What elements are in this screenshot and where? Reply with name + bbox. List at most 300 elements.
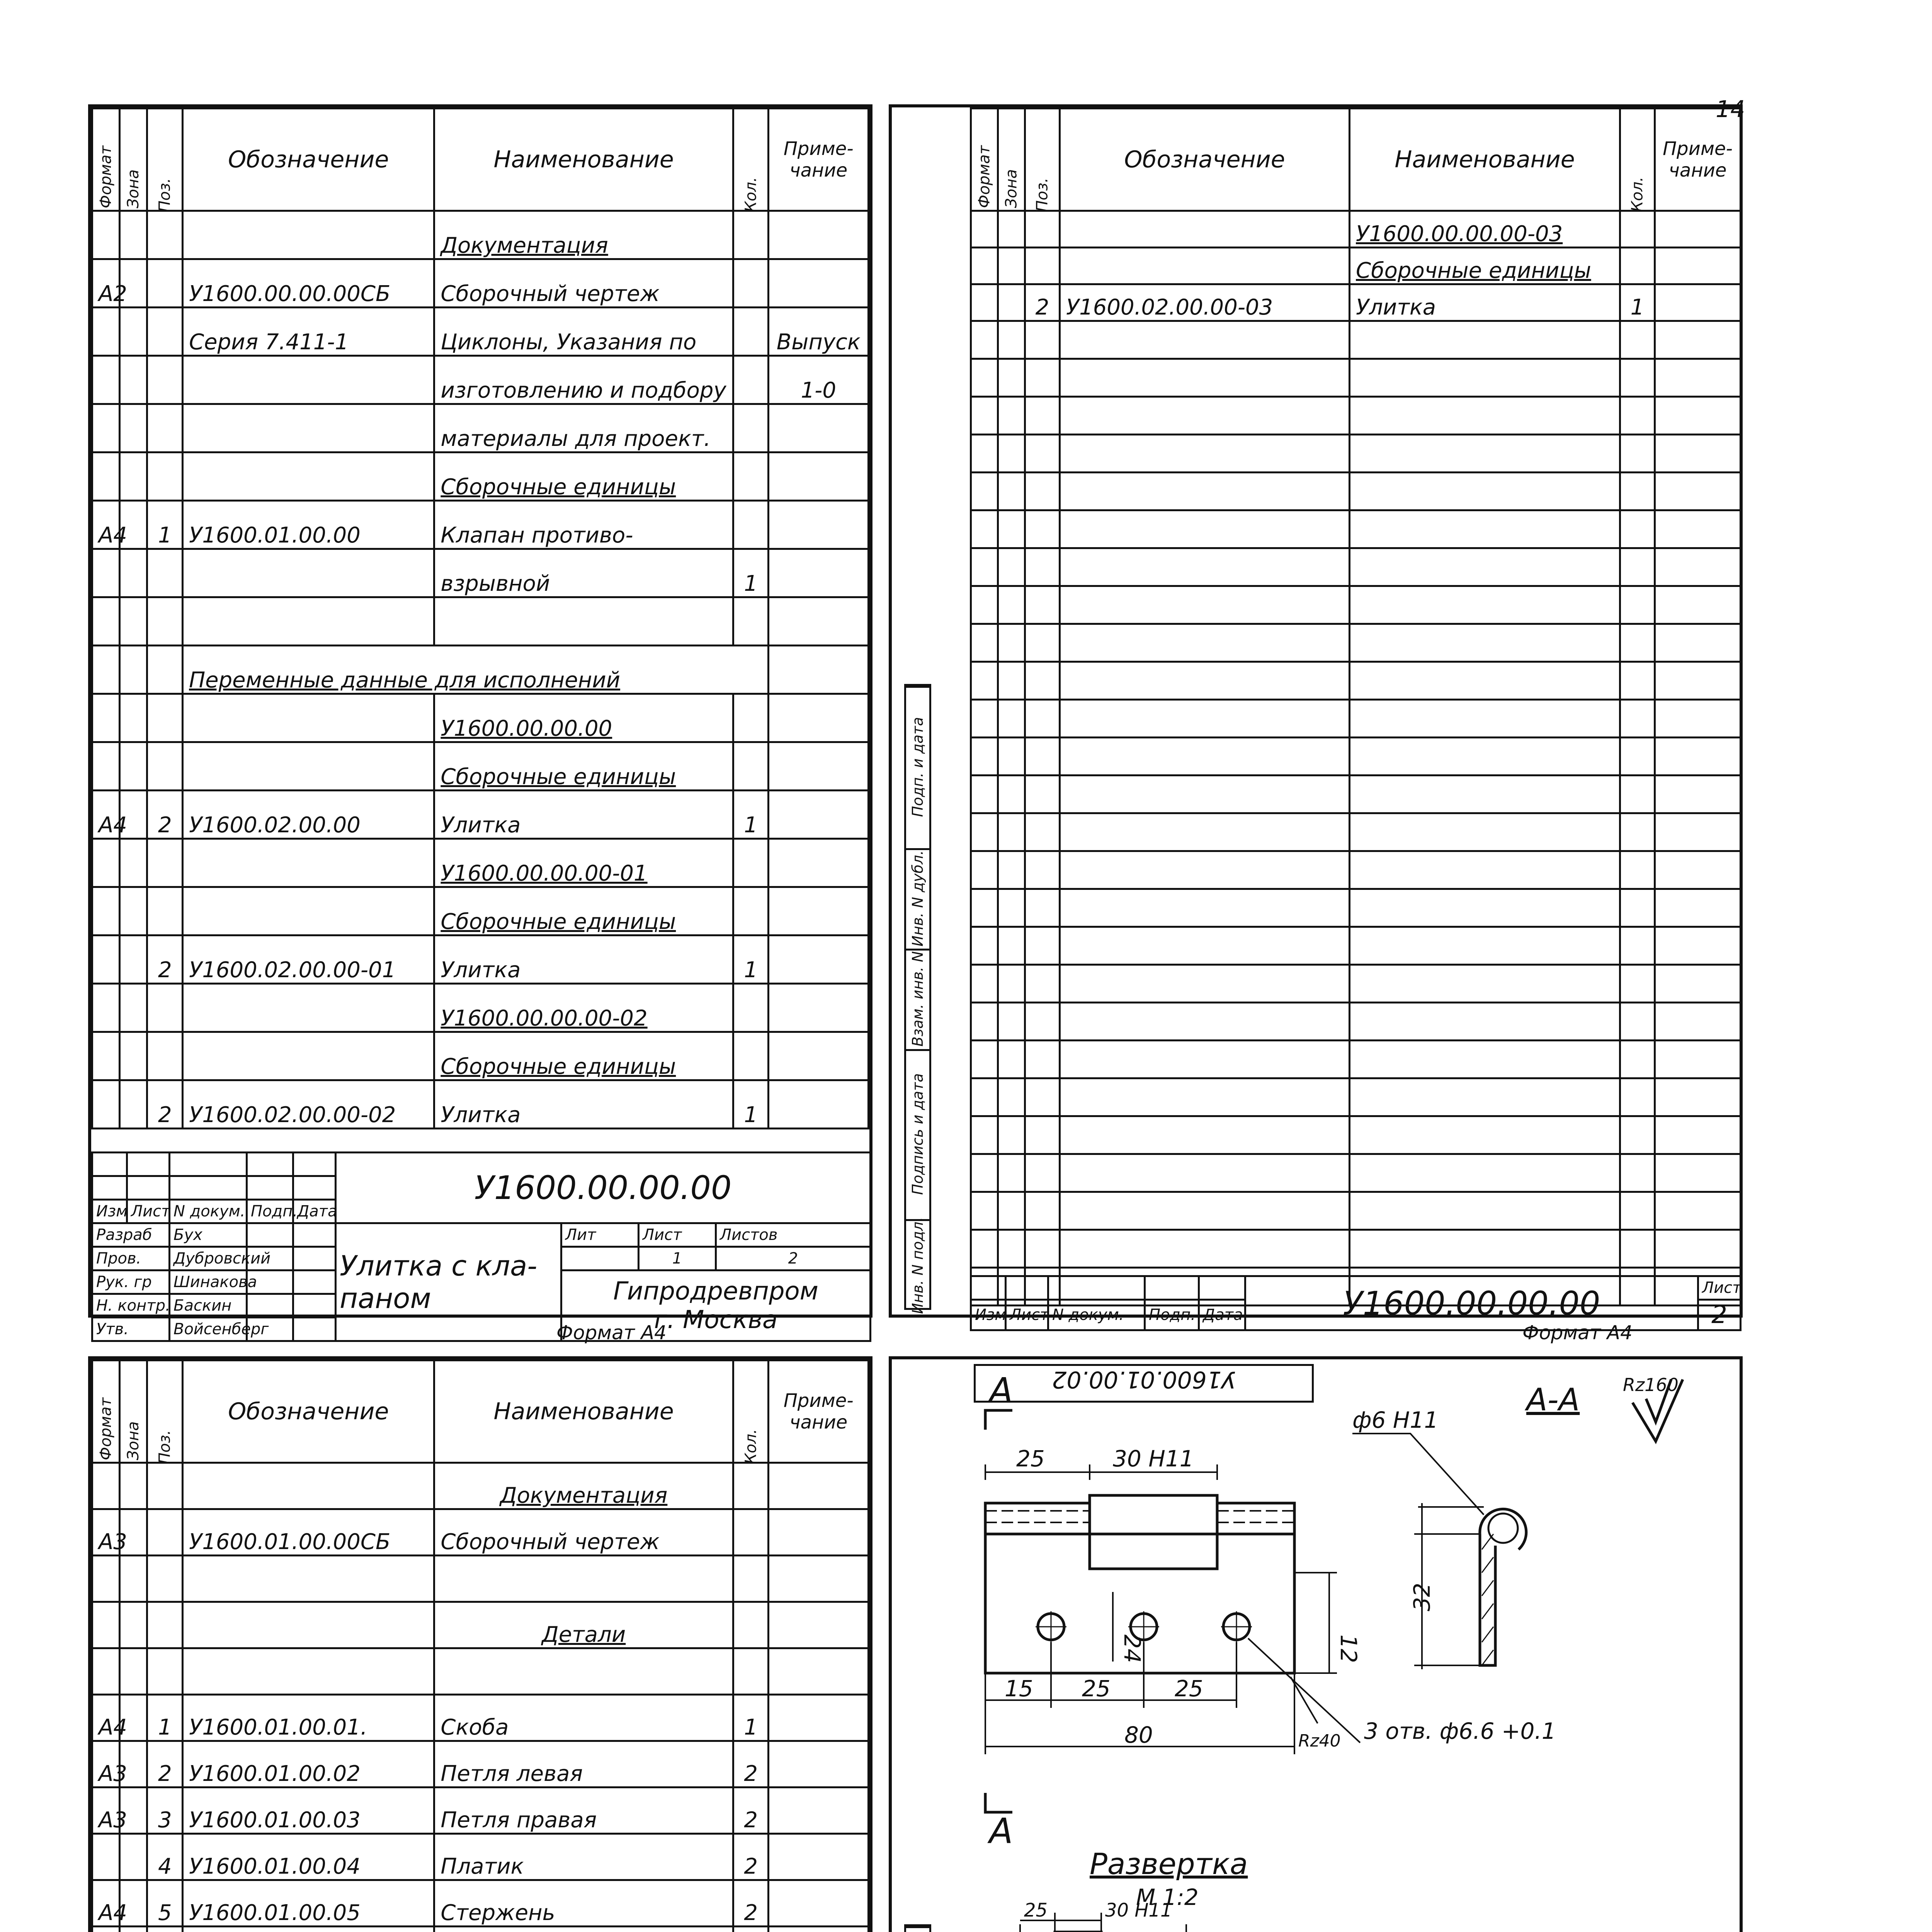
cell-empty [1350,1230,1620,1268]
col2-zone: Зона [998,109,1025,211]
col3-qty: Кол. [733,1361,769,1463]
cell-qty [733,1602,769,1648]
cell-pos: 1 [147,1695,183,1741]
cell-empty [1060,548,1350,586]
cell-pos [147,259,183,308]
razvertka-scale: М 1:2 [1136,1884,1199,1910]
cell-empty [998,700,1025,738]
table-row [92,1463,869,1509]
cell-name [434,1648,733,1695]
cell-pos: 2 [147,935,183,984]
cell-note [769,404,869,452]
cell-pos: 4 [147,1834,183,1880]
tb2-podp: Подп. [1145,1300,1199,1330]
cell-note [769,1648,869,1695]
cell-name: Детали [434,1602,733,1648]
cell-format: А4 [92,1695,120,1741]
tb1-role-2: Рук. гр [92,1270,170,1294]
cell-zone [998,211,1025,248]
dim-30h11: 30 H11 [1113,1446,1194,1472]
cell-empty [998,1003,1025,1041]
cell-pos [147,694,183,742]
cell-designation: У1600.01.00.03 [183,1787,434,1834]
table-row [92,404,869,452]
table-row [92,984,869,1032]
cell-note [769,1695,869,1741]
cell-empty [971,1154,998,1192]
tb2-list-label: Лист [1698,1276,1741,1300]
cell-pos [147,549,183,597]
cell-pos [147,356,183,404]
table-row-empty [971,1078,1741,1116]
cell-empty [998,851,1025,889]
cell-zone [120,549,147,597]
cell-empty [1350,927,1620,965]
cell-empty [1655,1154,1741,1192]
cell-zone [120,935,147,984]
cell-empty [971,851,998,889]
title-block-1-code: У1600.00.00.00 [336,1153,871,1223]
cell-empty [971,889,998,927]
table-row [92,1602,869,1648]
cell-format [92,211,120,259]
cell-format [971,248,998,284]
cell-zone [120,1463,147,1509]
cell-empty [1350,1116,1620,1154]
table-row-empty [971,586,1741,624]
cell-empty [1025,1078,1060,1116]
table-row [92,1834,869,1880]
cell-format: А4 [92,501,120,549]
cell-name: Стержень [434,1880,733,1927]
cell-designation: У1600.01.00.04 [183,1834,434,1880]
cell-designation [183,694,434,742]
table-row-empty [971,321,1741,359]
table-row [92,1080,869,1129]
cell-pos: 2 [147,1741,183,1787]
cell-format [92,694,120,742]
cell-empty [1620,965,1655,1003]
cell-qty: 2 [733,1880,769,1927]
cell-zone [120,984,147,1032]
cell-qty [733,1032,769,1080]
table-row-empty [971,510,1741,548]
cell-empty [998,1041,1025,1078]
cell-empty [1350,435,1620,473]
cell-qty [733,308,769,356]
cell-designation [183,1602,434,1648]
table-row [92,1556,869,1602]
cell-empty [1060,776,1350,813]
cell-designation: У1600.01.00.01. [183,1695,434,1741]
col3-format: Формат [92,1361,120,1463]
cell-pos: 2 [147,1080,183,1129]
cell-pos: 5 [147,1880,183,1927]
cell-empty [1655,1192,1741,1230]
table-row-empty [971,473,1741,510]
cell-empty [1350,397,1620,435]
cell-format [92,742,120,791]
cell-format [971,211,998,248]
cell-name: Сборочные единицы [1350,248,1620,284]
cell-format [92,1463,120,1509]
cell-empty [1620,1154,1655,1192]
cell-zone [120,452,147,501]
col2-designation: Обозначение [1060,109,1350,211]
cell-empty [1350,1192,1620,1230]
cell-designation [183,211,434,259]
cell-pos [147,211,183,259]
cell-empty [1025,397,1060,435]
col2-note: Приме- чание [1655,109,1741,211]
page-number: 14 [1716,96,1745,123]
table-row-empty [971,927,1741,965]
cell-empty [971,1230,998,1268]
cell-format: А3 [92,1787,120,1834]
col-zone: Зона [120,109,147,211]
cell-empty [1060,965,1350,1003]
cell-qty [733,887,769,935]
cell-note [769,1741,869,1787]
cell-pos: 1 [147,501,183,549]
table-row [92,211,869,259]
cell-empty [1620,1078,1655,1116]
cell-name: Документация [434,1463,733,1509]
cell-empty [1350,776,1620,813]
cell-empty [1060,1078,1350,1116]
cell-empty [971,1116,998,1154]
cell-empty [1025,813,1060,851]
cell-empty [971,1078,998,1116]
cell-qty: 1 [733,791,769,839]
tb1-listov-val: 2 [716,1247,871,1270]
side-label-4: Подп. и дата [909,717,926,817]
cell-empty [1655,435,1741,473]
table-row-empty [971,965,1741,1003]
table-row [971,284,1741,321]
cell-empty [971,965,998,1003]
table-row [92,887,869,935]
rdim-30h11: 30 H11 [1105,1900,1172,1921]
cell-empty [1060,473,1350,510]
cell-empty [1350,889,1620,927]
cell-empty [1060,1003,1350,1041]
cell-empty [1655,851,1741,889]
cell-empty [998,813,1025,851]
cell-empty [1655,813,1741,851]
cell-note [769,1509,869,1556]
cell-empty [971,662,998,700]
cell-empty [998,889,1025,927]
cell-qty [733,501,769,549]
cell-empty [1655,776,1741,813]
cell-empty [1025,359,1060,397]
cell-empty [998,510,1025,548]
table-row [971,211,1741,248]
cell-zone [120,742,147,791]
cell-empty [1620,1116,1655,1154]
table-row [971,248,1741,284]
cell-zone [120,1648,147,1695]
cell-pos: 2 [1025,284,1060,321]
cell-qty [733,597,769,646]
title-block-2-code: У1600.00.00.00 [1245,1276,1698,1330]
cell-zone [120,211,147,259]
table-row [92,259,869,308]
cell-format [92,1080,120,1129]
cell-empty [998,738,1025,776]
cell-qty [733,404,769,452]
table-row [92,452,869,501]
cell-designation [183,356,434,404]
col-pos: Поз. [147,109,183,211]
cell-note [1655,248,1741,284]
cell-empty [1655,510,1741,548]
cell-empty [1620,662,1655,700]
cell-name: Платик [434,1834,733,1880]
cell-zone [120,1927,147,1932]
table-row [92,549,869,597]
cell-designation [183,839,434,887]
cell-name: Переменные данные для исполнений [183,646,769,694]
side-label-0: Инв. N подл. [909,1217,926,1314]
col2-qty: Кол. [1620,109,1655,211]
dim-rz40: Rz40 [1298,1731,1341,1751]
cell-qty [733,694,769,742]
cell-empty [1350,586,1620,624]
cell-designation: У1600.01.00.00 [183,501,434,549]
tb1-person-1: Дубровский [170,1247,247,1270]
cell-empty [1025,624,1060,662]
tb1-person-3: Баскин [170,1294,247,1318]
table-row [92,1695,869,1741]
cell-qty [733,1648,769,1695]
cell-designation [1060,211,1350,248]
cell-empty [1025,435,1060,473]
cell-format [92,308,120,356]
cell-name: Петля левая [434,1741,733,1787]
cell-pos [147,646,183,694]
cell-note [769,839,869,887]
table-row [92,1648,869,1695]
spec-table-3 [91,1359,869,1932]
cell-qty: 2 [733,1787,769,1834]
tb1-list-label: Лист [639,1223,716,1247]
format-label-1: Формат А4 [556,1321,667,1344]
cell-pos [147,1463,183,1509]
cell-pos [147,404,183,452]
cell-empty [971,700,998,738]
tb1-person-0: Бух [170,1223,247,1247]
cell-qty [769,646,869,694]
cell-empty [971,359,998,397]
cell-qty: 2 [733,1834,769,1880]
cell-name: Скоба [434,1695,733,1741]
cell-format: А2 [92,259,120,308]
cell-empty [971,435,998,473]
cell-empty [1655,321,1741,359]
cell-zone [120,839,147,887]
tb1-izm: Изм [92,1200,127,1223]
cell-empty [1025,965,1060,1003]
cell-empty [1060,1154,1350,1192]
table-row [92,1927,869,1932]
cell-empty [1655,586,1741,624]
razvertka-title: Развертка [1090,1847,1248,1881]
cell-empty [1620,889,1655,927]
cell-empty [1655,889,1741,927]
cell-empty [971,473,998,510]
table-row [92,1032,869,1080]
table-row-empty [971,1116,1741,1154]
cell-empty [1060,813,1350,851]
cell-empty [1350,738,1620,776]
cell-designation: У1600.01.00.00СБ [183,1509,434,1556]
cell-empty [1655,700,1741,738]
cell-zone [120,1834,147,1880]
cell-empty [1025,548,1060,586]
cell-name: Сборочный чертеж [434,1509,733,1556]
cell-qty [1620,211,1655,248]
cell-name: Сборочный чертеж [434,259,733,308]
cell-designation [183,984,434,1032]
cell-designation [183,887,434,935]
cell-pos [147,839,183,887]
cell-empty [1620,473,1655,510]
cell-format [92,1927,120,1932]
spec-table-1 [91,107,869,1129]
table-row-empty [971,662,1741,700]
cell-empty [971,1192,998,1230]
cell-empty [998,662,1025,700]
cell-qty [733,1556,769,1602]
cell-note: 1-0 [769,356,869,404]
cell-empty [1025,776,1060,813]
cell-empty [1620,1003,1655,1041]
cell-format: А3 [92,1509,120,1556]
cell-empty [971,510,998,548]
title-block-1-title: Улитка с кла- паном [336,1223,561,1341]
dim-24: 24 [1119,1634,1145,1663]
cell-empty [1655,1230,1741,1268]
cell-designation [183,1927,434,1932]
cell-empty [998,776,1025,813]
cell-format [971,284,998,321]
cell-empty [1350,662,1620,700]
cell-empty [1350,473,1620,510]
tb1-role-4: Утв. [92,1318,170,1341]
cell-empty [1655,624,1741,662]
table-row-empty [971,776,1741,813]
cell-empty [1060,1116,1350,1154]
cell-qty: 1 [733,935,769,984]
cell-name: У1600.00.00.00 [434,694,733,742]
cell-pos [1025,211,1060,248]
col-format: Формат [92,109,120,211]
cell-empty [998,321,1025,359]
cell-name: У1600.00.00.00-03 [1350,211,1620,248]
cell-pos [147,308,183,356]
cell-designation [183,1556,434,1602]
tb1-role-0: Разраб [92,1223,170,1247]
cell-empty [1060,510,1350,548]
cell-pos [147,1556,183,1602]
cell-format: А4 [92,791,120,839]
cell-format [92,1032,120,1080]
table-row [92,1741,869,1787]
table-row [92,501,869,549]
cell-designation [183,1032,434,1080]
cell-designation [183,742,434,791]
cell-qty: 1 [733,1695,769,1741]
cell-name [434,1927,733,1932]
cell-qty: 1 [733,1080,769,1129]
cell-qty [733,742,769,791]
cell-empty [1060,662,1350,700]
table-row-empty [971,700,1741,738]
col2-pos: Поз. [1025,109,1060,211]
cell-empty [1025,1041,1060,1078]
cell-empty [1025,586,1060,624]
cell-qty [733,356,769,404]
table-row-empty [971,624,1741,662]
cell-name [434,597,733,646]
table-row [92,1509,869,1556]
cell-empty [1655,927,1741,965]
cell-empty [998,927,1025,965]
cell-empty [998,1230,1025,1268]
table-row-empty [971,1154,1741,1192]
cell-note [769,1834,869,1880]
cell-zone [120,694,147,742]
cell-note [769,742,869,791]
dim-25: 25 [1016,1446,1045,1472]
cell-empty [998,965,1025,1003]
cell-zone [120,1556,147,1602]
table-row [92,646,869,694]
cell-name: У1600.00.00.00-01 [434,839,733,887]
table-row-empty [971,1041,1741,1078]
cell-empty [1350,965,1620,1003]
cell-empty [1025,662,1060,700]
cell-note [1655,284,1741,321]
cell-designation: У1600.02.00.00-01 [183,935,434,984]
cell-empty [1655,548,1741,586]
cell-empty [1025,321,1060,359]
cell-empty [1350,321,1620,359]
table-row-empty [971,397,1741,435]
cell-empty [1025,889,1060,927]
cell-name: У1600.00.00.00-02 [434,984,733,1032]
table-row-empty [971,813,1741,851]
cell-empty [1620,851,1655,889]
title-block-1 [91,1151,871,1342]
cell-empty [998,359,1025,397]
cell-empty [998,1192,1025,1230]
cell-empty [1025,1154,1060,1192]
cell-format [92,1834,120,1880]
cell-empty [1025,1116,1060,1154]
cell-name: изготовлению и подбору [434,356,733,404]
dim-25b: 25 [1082,1675,1111,1702]
cell-empty [971,586,998,624]
cell-pos [147,452,183,501]
cell-empty [998,1154,1025,1192]
table-row-empty [971,1192,1741,1230]
cell-empty [1655,397,1741,435]
cell-empty [1025,473,1060,510]
cell-empty [1025,738,1060,776]
